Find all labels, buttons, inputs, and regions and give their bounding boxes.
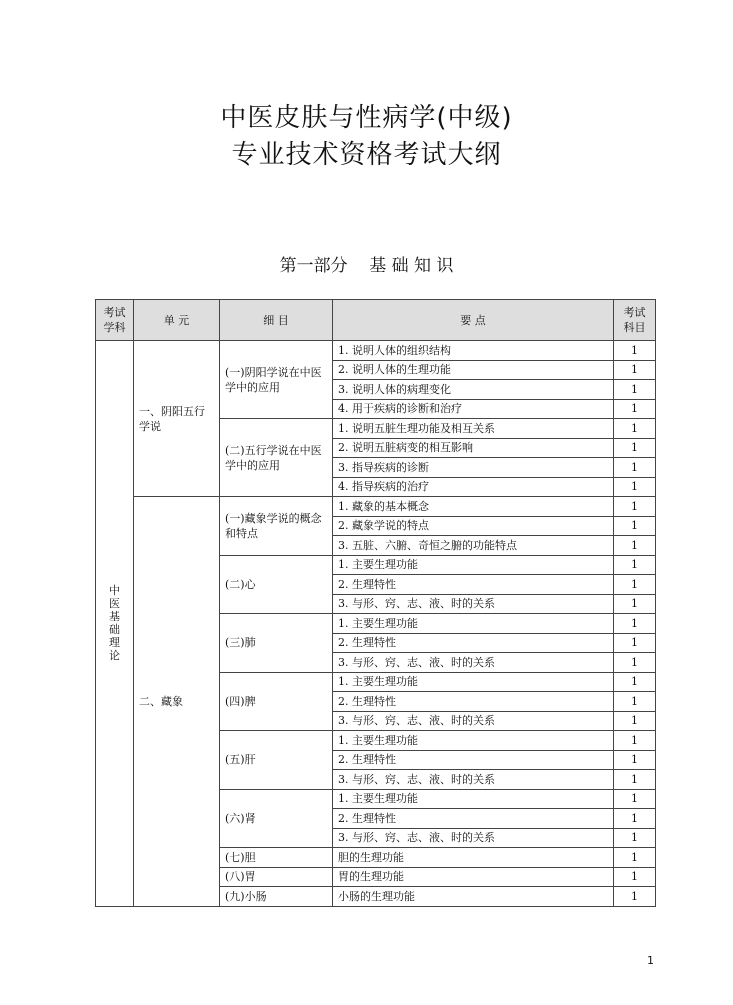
header-section: 细 目: [220, 300, 333, 341]
unit-cell: 二、藏象: [134, 497, 220, 907]
exam-subject-cell: 1: [614, 867, 656, 887]
point-cell: 3. 与形、窍、志、液、时的关系: [333, 828, 614, 848]
exam-subject-cell: 1: [614, 809, 656, 829]
exam-subject-cell: 1: [614, 399, 656, 419]
document-title-line1: 中医皮肤与性病学(中级): [220, 103, 513, 133]
point-cell: 2. 生理特性: [333, 809, 614, 829]
point-cell: 1. 藏象的基本概念: [333, 497, 614, 517]
section-cell: (一)藏象学说的概念和特点: [220, 497, 333, 556]
point-cell: 胃的生理功能: [333, 867, 614, 887]
header-subject: 考试学科: [96, 300, 134, 341]
exam-subject-cell: 1: [614, 750, 656, 770]
exam-subject-cell: 1: [614, 438, 656, 458]
point-cell: 4. 指导疾病的治疗: [333, 477, 614, 497]
header-points: 要 点: [333, 300, 614, 341]
page-number: 1: [647, 954, 654, 967]
exam-subject-cell: 1: [614, 789, 656, 809]
point-cell: 1. 主要生理功能: [333, 731, 614, 751]
exam-subject-cell: 1: [614, 458, 656, 478]
section-cell: (七)胆: [220, 848, 333, 868]
table-row: [96, 341, 656, 361]
exam-subject-cell: 1: [614, 731, 656, 751]
point-cell: 2. 说明五脏病变的相互影响: [333, 438, 614, 458]
point-cell: 小肠的生理功能: [333, 887, 614, 907]
exam-subject-cell: 1: [614, 711, 656, 731]
point-cell: 1. 主要生理功能: [333, 555, 614, 575]
exam-subject-cell: 1: [614, 536, 656, 556]
point-cell: 2. 生理特性: [333, 633, 614, 653]
exam-subject-cell: 1: [614, 653, 656, 673]
exam-subject-cell: 1: [614, 575, 656, 595]
exam-subject-cell: 1: [614, 692, 656, 712]
header-exam-subject: 考试科目: [614, 300, 656, 341]
point-cell: 胆的生理功能: [333, 848, 614, 868]
section-cell: (二)心: [220, 555, 333, 614]
point-cell: 3. 与形、窍、志、液、时的关系: [333, 711, 614, 731]
point-cell: 2. 藏象学说的特点: [333, 516, 614, 536]
table-row: [96, 497, 656, 517]
exam-subject-cell: 1: [614, 380, 656, 400]
point-cell: 2. 生理特性: [333, 575, 614, 595]
section-title: 第一部分 基 础 知 识: [279, 256, 454, 276]
point-cell: 3. 与形、窍、志、液、时的关系: [333, 770, 614, 790]
section-cell: (四)脾: [220, 672, 333, 731]
exam-subject-cell: 1: [614, 516, 656, 536]
exam-subject-cell: 1: [614, 341, 656, 361]
point-cell: 4. 用于疾病的诊断和治疗: [333, 399, 614, 419]
exam-subject-cell: 1: [614, 633, 656, 653]
exam-subject-cell: 1: [614, 848, 656, 868]
document-title-line2: 专业技术资格考试大纲: [231, 140, 502, 170]
point-cell: 2. 生理特性: [333, 750, 614, 770]
exam-subject-cell: 1: [614, 770, 656, 790]
unit-cell: 一、阴阳五行学说: [134, 341, 220, 497]
point-cell: 3. 五脏、六腑、奇恒之腑的功能特点: [333, 536, 614, 556]
section-cell: (六)肾: [220, 789, 333, 848]
section-cell: (五)肝: [220, 731, 333, 790]
exam-subject-cell: 1: [614, 672, 656, 692]
exam-subject-cell: 1: [614, 419, 656, 439]
point-cell: 3. 与形、窍、志、液、时的关系: [333, 594, 614, 614]
subject-label: 中医基础理论: [109, 584, 120, 663]
point-cell: 3. 指导疾病的诊断: [333, 458, 614, 478]
section-cell: (九)小肠: [220, 887, 333, 907]
exam-subject-cell: 1: [614, 614, 656, 634]
exam-subject-cell: 1: [614, 555, 656, 575]
exam-subject-cell: 1: [614, 477, 656, 497]
point-cell: 1. 主要生理功能: [333, 789, 614, 809]
exam-subject-cell: 1: [614, 360, 656, 380]
subject-cell: [96, 341, 134, 907]
point-cell: 1. 主要生理功能: [333, 672, 614, 692]
point-cell: 3. 与形、窍、志、液、时的关系: [333, 653, 614, 673]
section-cell: (三)肺: [220, 614, 333, 673]
syllabus-table: [95, 299, 656, 907]
section-cell: (一)阴阳学说在中医学中的应用: [220, 341, 333, 419]
point-cell: 1. 主要生理功能: [333, 614, 614, 634]
section-cell: (二)五行学说在中医学中的应用: [220, 419, 333, 497]
point-cell: 1. 说明五脏生理功能及相互关系: [333, 419, 614, 439]
exam-subject-cell: 1: [614, 497, 656, 517]
table-body: [96, 341, 656, 907]
table-header-row: [96, 300, 656, 341]
point-cell: 3. 说明人体的病理变化: [333, 380, 614, 400]
exam-subject-cell: 1: [614, 887, 656, 907]
exam-subject-cell: 1: [614, 594, 656, 614]
point-cell: 1. 说明人体的组织结构: [333, 341, 614, 361]
point-cell: 2. 生理特性: [333, 692, 614, 712]
header-unit: 单 元: [134, 300, 220, 341]
exam-subject-cell: 1: [614, 828, 656, 848]
section-cell: (八)胃: [220, 867, 333, 887]
point-cell: 2. 说明人体的生理功能: [333, 360, 614, 380]
